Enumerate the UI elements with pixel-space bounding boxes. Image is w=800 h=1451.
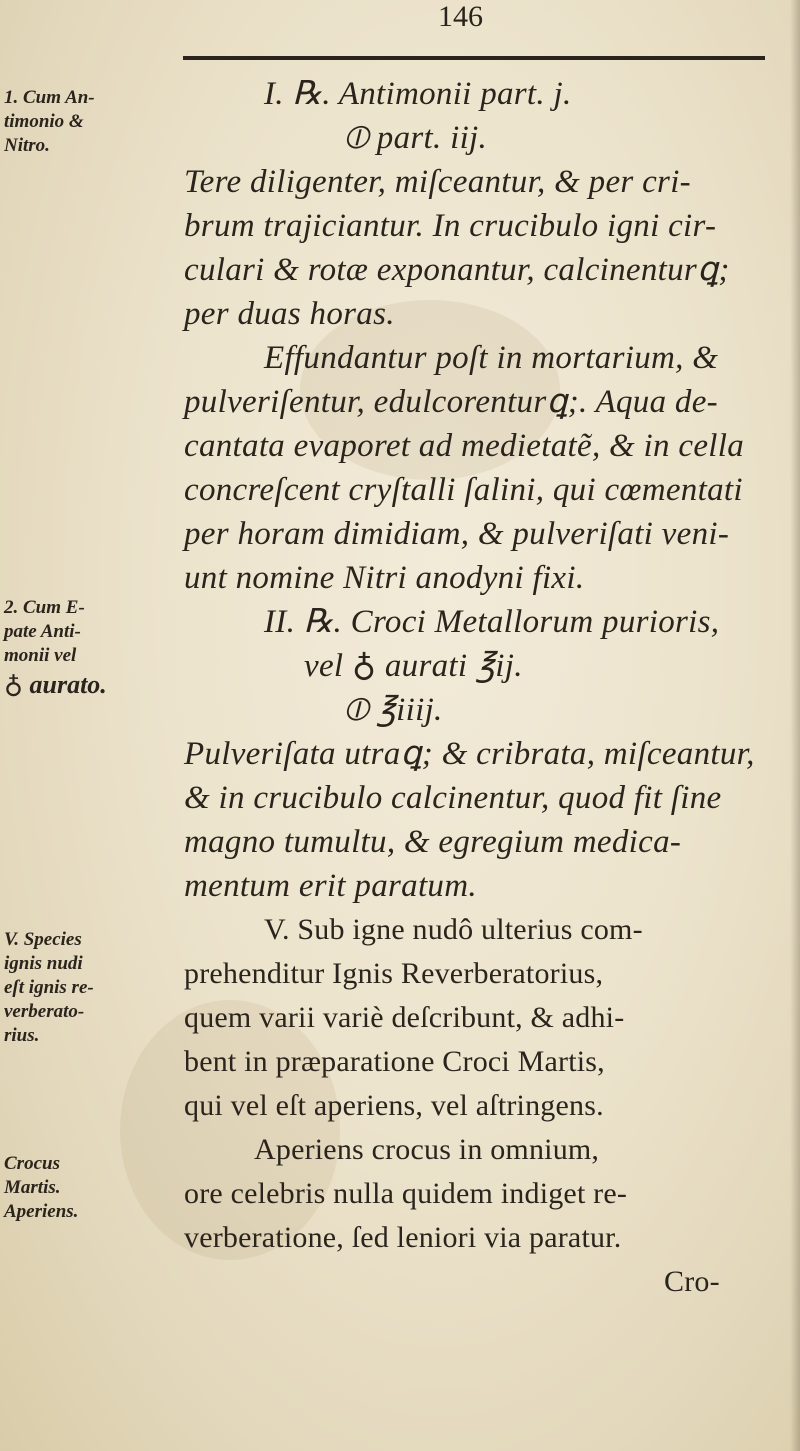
marginal-note-crocus-martis <box>4 1152 179 1224</box>
text-line: vel ♁ aurati ℥ij. <box>304 648 523 684</box>
text-line: II. ℞. Croci Metallorum purioris, <box>264 604 720 640</box>
marginal-note-line: Nitro. <box>4 135 50 156</box>
text-line: verberatione, ſed leniori via paratur. <box>184 1221 622 1254</box>
marginal-note-line: Crocus <box>4 1153 60 1174</box>
marginal-note-line: ignis nudi <box>4 953 83 974</box>
text-line: & in crucibulo calcinentur, quod fit ſine <box>184 780 722 816</box>
text-line: Tere diligenter, miſceantur, & per cri- <box>184 164 691 200</box>
marginal-note-line: 2. Cum E- <box>4 597 85 618</box>
marginal-note-line: monii vel <box>4 645 77 666</box>
marginal-note-antimony-nitre <box>4 86 179 158</box>
text-line: Pulveriſata utraꝗ; & cribrata, miſceantur, <box>184 736 755 772</box>
text-line: Cro- <box>664 1265 720 1298</box>
text-line: ore celebris nulla quidem indiget re- <box>184 1177 628 1210</box>
text-line: magno tumultu, & egregium medica- <box>184 824 682 860</box>
text-line: prehenditur Ignis Reverberatorius, <box>184 957 604 990</box>
main-text <box>184 72 792 1304</box>
text-line: Effundantur poſt in mortarium, & <box>264 340 719 376</box>
marginal-note-hepar-antimonii <box>4 596 179 702</box>
text-line: ⦶ ℥iiij. <box>344 692 443 728</box>
text-line: culari & rotæ exponantur, calcinenturꝗ; <box>184 252 730 288</box>
marginal-note-line: 1. Cum An- <box>4 87 95 108</box>
marginal-note-line: ♁ aurato. <box>4 670 107 699</box>
text-line: Aperiens crocus in omnium, <box>254 1133 600 1166</box>
text-line: quem varii variè deſcribunt, & adhi- <box>184 1001 625 1034</box>
text-line: pulveriſentur, edulcorenturꝗ;. Aqua de- <box>184 384 718 420</box>
marginal-note-line: Aperiens. <box>4 1201 79 1222</box>
page-number: 146 <box>438 0 483 33</box>
text-line: concreſcent cryſtalli ſalini, qui cœmentati <box>184 472 743 508</box>
text-line: mentum erit paratum. <box>184 868 477 904</box>
text-line: qui vel eſt aperiens, vel aſtringens. <box>184 1089 604 1122</box>
text-line: brum trajiciantur. In crucibulo igni cir- <box>184 208 717 244</box>
marginal-note-line: Martis. <box>4 1177 61 1198</box>
text-line: cantata evaporet ad medietatẽ, & in cella <box>184 428 745 464</box>
text-line: per horam dimidiam, & pulveriſati veni- <box>184 516 730 552</box>
text-line: unt nomine Nitri anodyni fixi. <box>184 560 585 596</box>
marginal-note-line: eſt ignis re- <box>4 977 94 998</box>
text-line: per duas horas. <box>184 296 395 332</box>
text-line: I. ℞. Antimonii part. j. <box>264 76 572 112</box>
text-line: V. Sub igne nudô ulterius com- <box>264 913 643 946</box>
marginal-note-line: V. Species <box>4 929 82 950</box>
marginal-note-species-ignis <box>4 928 179 1048</box>
text-line: ⦶ part. iij. <box>344 120 488 156</box>
marginal-note-line: timonio & <box>4 111 84 132</box>
text-line: bent in præparatione Croci Martis, <box>184 1045 605 1078</box>
header-rule <box>183 56 765 60</box>
marginal-note-line: verberato- <box>4 1001 85 1022</box>
marginal-note-line: pate Anti- <box>4 621 81 642</box>
marginal-note-line: rius. <box>4 1025 40 1046</box>
